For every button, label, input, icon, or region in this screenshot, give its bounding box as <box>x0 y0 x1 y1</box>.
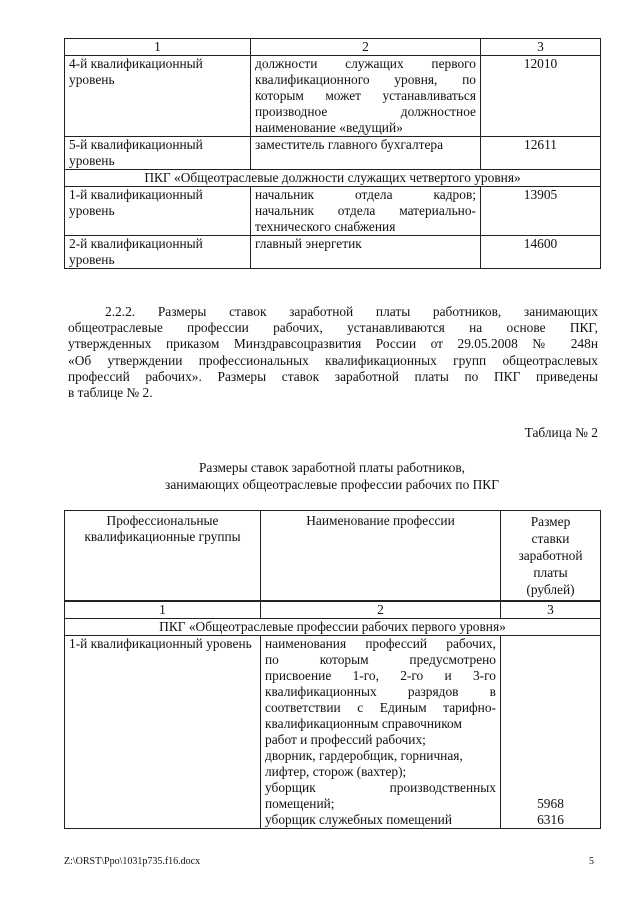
paragraph-line: профессий рабочих». Размеры ставок заработной платы по ПКГ приведены <box>68 368 598 384</box>
header-line: Размер <box>530 514 571 529</box>
qualification-level: 4-й квалификационный уровень <box>65 56 251 137</box>
section-row <box>65 170 601 187</box>
text-line: по которым предусмотрено <box>265 652 496 667</box>
table-row <box>65 137 601 170</box>
paragraph-line: утвержденных приказом Минздравсоцразвития России от 29.05.2008 № 248н <box>68 336 598 352</box>
header-line: заработной <box>518 548 583 563</box>
header-line: платы <box>533 565 568 580</box>
column-number: 2 <box>251 39 481 56</box>
position-names: заместитель главного бухгалтера <box>251 137 481 170</box>
text-line: начальник отдела кадров; <box>255 187 476 202</box>
page-number: 5 <box>589 856 594 867</box>
caption-line: Размеры ставок заработной платы работников, <box>198 460 466 475</box>
header-profession-name: Наименование профессии <box>261 511 501 602</box>
salary-table-continued <box>64 38 601 269</box>
header-qualification-groups: Профессиональные квалификационные группы <box>65 511 261 602</box>
table-row <box>65 636 601 829</box>
worker-salary-table <box>64 510 601 829</box>
column-number: 1 <box>65 39 251 56</box>
column-number: 3 <box>481 39 601 56</box>
paragraph-line: «Об утверждении профессиональных квалификационных групп общеотраслевых <box>68 352 598 368</box>
salary-value: 5968 <box>537 796 564 811</box>
position-names: главный энергетик <box>251 236 481 269</box>
column-number: 3 <box>501 601 601 619</box>
section-title: ПКГ «Общеотраслевые профессии рабочих первого уровня» <box>65 619 601 636</box>
body-paragraph <box>68 304 598 401</box>
table-caption <box>64 459 600 493</box>
text-line: присвоение 1-го, 2-го и 3-го <box>265 668 496 683</box>
paragraph-line: в таблице № 2. <box>68 385 153 401</box>
position-names <box>251 56 481 137</box>
table-row <box>65 56 601 137</box>
text-line: уборщик производственных <box>265 780 496 795</box>
header-salary-rate <box>501 511 601 602</box>
salary-value: 13905 <box>481 187 601 236</box>
salary-value: 14600 <box>481 236 601 269</box>
column-number: 1 <box>65 601 261 619</box>
header-line: ставки <box>531 531 570 546</box>
table-header-numbers <box>65 39 601 56</box>
section-title: ПКГ «Общеотраслевые должности служащих четвертого уровня» <box>65 170 601 187</box>
qualification-level: 1-й квалификационный уровень <box>65 187 251 236</box>
section-row <box>65 619 601 636</box>
paragraph-line: 2.2.2. Размеры ставок заработной платы работников, занимающих <box>105 304 598 319</box>
text-line: наименование «ведущий» <box>255 120 403 135</box>
text-line: квалификационного уровня, по <box>255 72 476 87</box>
qualification-level: 2-й квалификационный уровень <box>65 236 251 269</box>
profession-names <box>261 636 501 829</box>
text-line: дворник, гардеробщик, горничная, <box>265 748 463 763</box>
text-line: производное должностное <box>255 104 476 119</box>
qualification-level: 1-й квалификационный уровень <box>65 636 261 829</box>
table-header <box>65 511 601 602</box>
caption-line: занимающих общеотраслевые профессии рабочих по ПКГ <box>165 477 499 492</box>
paragraph-line: общеотраслевые профессии рабочих, устанавливаются на основе ПКГ, <box>68 320 598 336</box>
footer-file-path: Z:\ORST\Ppo\1031p735.f16.docx <box>64 856 201 867</box>
text-line: должности служащих первого <box>255 56 476 71</box>
text-line: начальник отдела материально- <box>255 203 476 218</box>
text-line: помещений; <box>265 796 335 811</box>
salary-value: 6316 <box>537 812 564 827</box>
text-line: которым может устанавливаться <box>255 88 476 103</box>
text-line: уборщик служебных помещений <box>265 812 453 827</box>
text-line: работ и профессий рабочих; <box>265 732 426 747</box>
table-row <box>65 236 601 269</box>
text-line: наименования профессий рабочих, <box>265 636 496 651</box>
position-names <box>251 187 481 236</box>
salary-value: 12611 <box>481 137 601 170</box>
salary-value: 12010 <box>481 56 601 137</box>
qualification-level: 5-й квалификационный уровень <box>65 137 251 170</box>
salary-values <box>501 636 601 829</box>
text-line: квалификационным справочником <box>265 716 462 731</box>
text-line: лифтер, сторож (вахтер); <box>265 764 407 779</box>
header-line: (рублей) <box>526 582 575 597</box>
table-row <box>65 187 601 236</box>
column-number: 2 <box>261 601 501 619</box>
table-number-label: Таблица № 2 <box>524 425 598 440</box>
text-line: квалификационных разрядов в <box>265 684 496 699</box>
text-line: соответствии с Единым тарифно- <box>265 700 496 715</box>
text-line: технического снабжения <box>255 219 396 234</box>
table-header-numbers <box>65 601 601 619</box>
